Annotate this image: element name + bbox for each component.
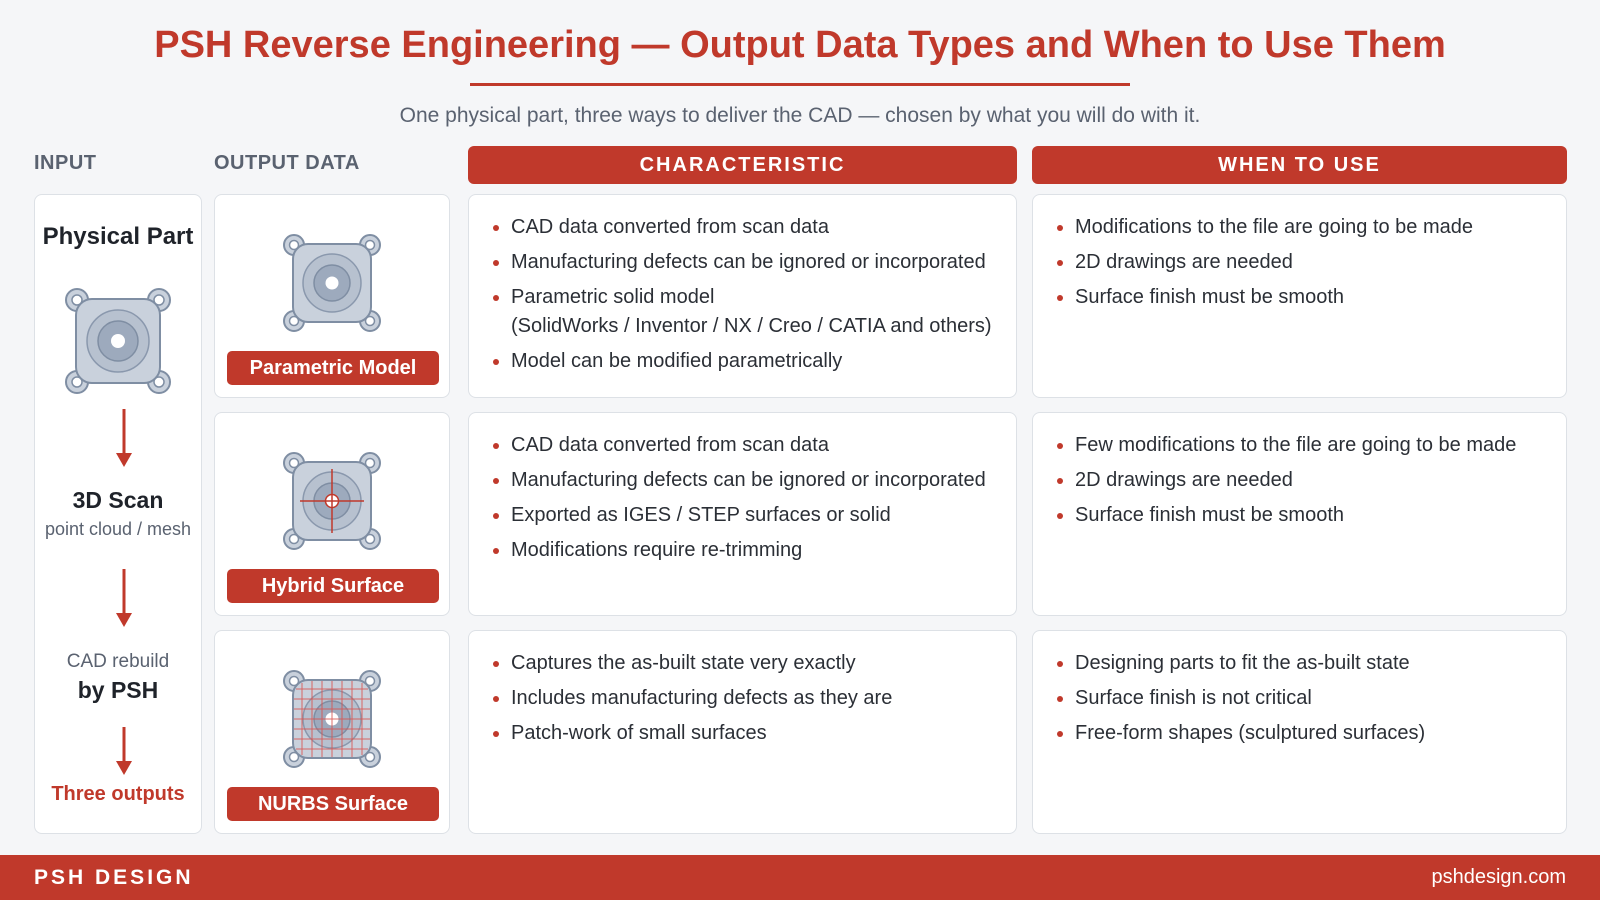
characteristic-card-hybrid — [468, 412, 1017, 616]
output-card-parametric — [214, 194, 450, 398]
down-arrow-icon — [116, 569, 132, 629]
footer-brand: PSH DESIGN — [34, 865, 194, 889]
list-item: CAD data converted from scan data — [491, 213, 996, 242]
list-item: Designing parts to fit the as-built state — [1055, 649, 1546, 678]
column-label-output: OUTPUT DATA — [214, 152, 360, 174]
list-item: Exported as IGES / STEP surfaces or solid — [491, 501, 996, 530]
column-header-when-to-use: WHEN TO USE — [1032, 146, 1567, 184]
hybrid-surface-part-icon — [282, 451, 382, 551]
nurbs-surface-part-icon — [282, 669, 382, 769]
list-item: 2D drawings are needed — [1055, 248, 1546, 277]
page-title: PSH Reverse Engineering — Output Data Types and When to Use Them — [154, 24, 1446, 66]
list-item: Surface finish must be smooth — [1055, 283, 1546, 312]
characteristic-card-parametric — [468, 194, 1017, 398]
list-item: Manufacturing defects can be ignored or incorporated — [491, 466, 996, 495]
scan-step-subtitle: point cloud / mesh — [44, 519, 192, 539]
physical-part-title: Physical Part — [42, 223, 194, 250]
down-arrow-icon — [116, 727, 132, 777]
page-subtitle: One physical part, three ways to deliver the CAD — chosen by what you will do with it. — [399, 104, 1201, 127]
list-item: Surface finish is not critical — [1055, 684, 1546, 713]
output-card-nurbs — [214, 630, 450, 834]
down-arrow-icon — [116, 409, 132, 469]
input-flow-card — [34, 194, 202, 834]
output-label-nurbs: NURBS Surface — [227, 787, 439, 821]
list-item: Parametric solid model (SolidWorks / Inventor / NX / Creo / CATIA and others) — [491, 283, 996, 341]
list-item: Surface finish must be smooth — [1055, 501, 1546, 530]
list-item: Patch-work of small surfaces — [491, 719, 996, 748]
list-item: Model can be modified parametrically — [491, 347, 996, 376]
output-label-parametric: Parametric Model — [227, 351, 439, 385]
parametric-part-icon — [282, 233, 382, 333]
list-item: Modifications to the file are going to be made — [1055, 213, 1546, 242]
column-header-characteristic: CHARACTERISTIC — [468, 146, 1017, 184]
flange-part-icon — [64, 287, 172, 395]
when-card-parametric — [1032, 194, 1567, 398]
list-item: Captures the as-built state very exactly — [491, 649, 996, 678]
list-item: Includes manufacturing defects as they are — [491, 684, 996, 713]
list-item: Free-form shapes (sculptured surfaces) — [1055, 719, 1546, 748]
three-outputs-label: Three outputs — [51, 783, 185, 805]
output-label-hybrid: Hybrid Surface — [227, 569, 439, 603]
output-card-hybrid — [214, 412, 450, 616]
rebuild-step-label: CAD rebuild — [66, 651, 170, 672]
list-item: Modifications require re-trimming — [491, 536, 996, 565]
list-item: Few modifications to the file are going to be made — [1055, 431, 1546, 460]
title-underline — [470, 83, 1130, 86]
scan-step-title: 3D Scan — [72, 487, 164, 513]
footer-website-link[interactable]: pshdesign.com — [1431, 866, 1566, 888]
list-item: Manufacturing defects can be ignored or incorporated — [491, 248, 996, 277]
rebuild-step-title: by PSH — [77, 677, 159, 703]
column-label-input: INPUT — [34, 152, 97, 174]
list-item: 2D drawings are needed — [1055, 466, 1546, 495]
characteristic-card-nurbs — [468, 630, 1017, 834]
footer-bar — [0, 855, 1600, 900]
when-card-hybrid — [1032, 412, 1567, 616]
list-item: CAD data converted from scan data — [491, 431, 996, 460]
when-card-nurbs — [1032, 630, 1567, 834]
